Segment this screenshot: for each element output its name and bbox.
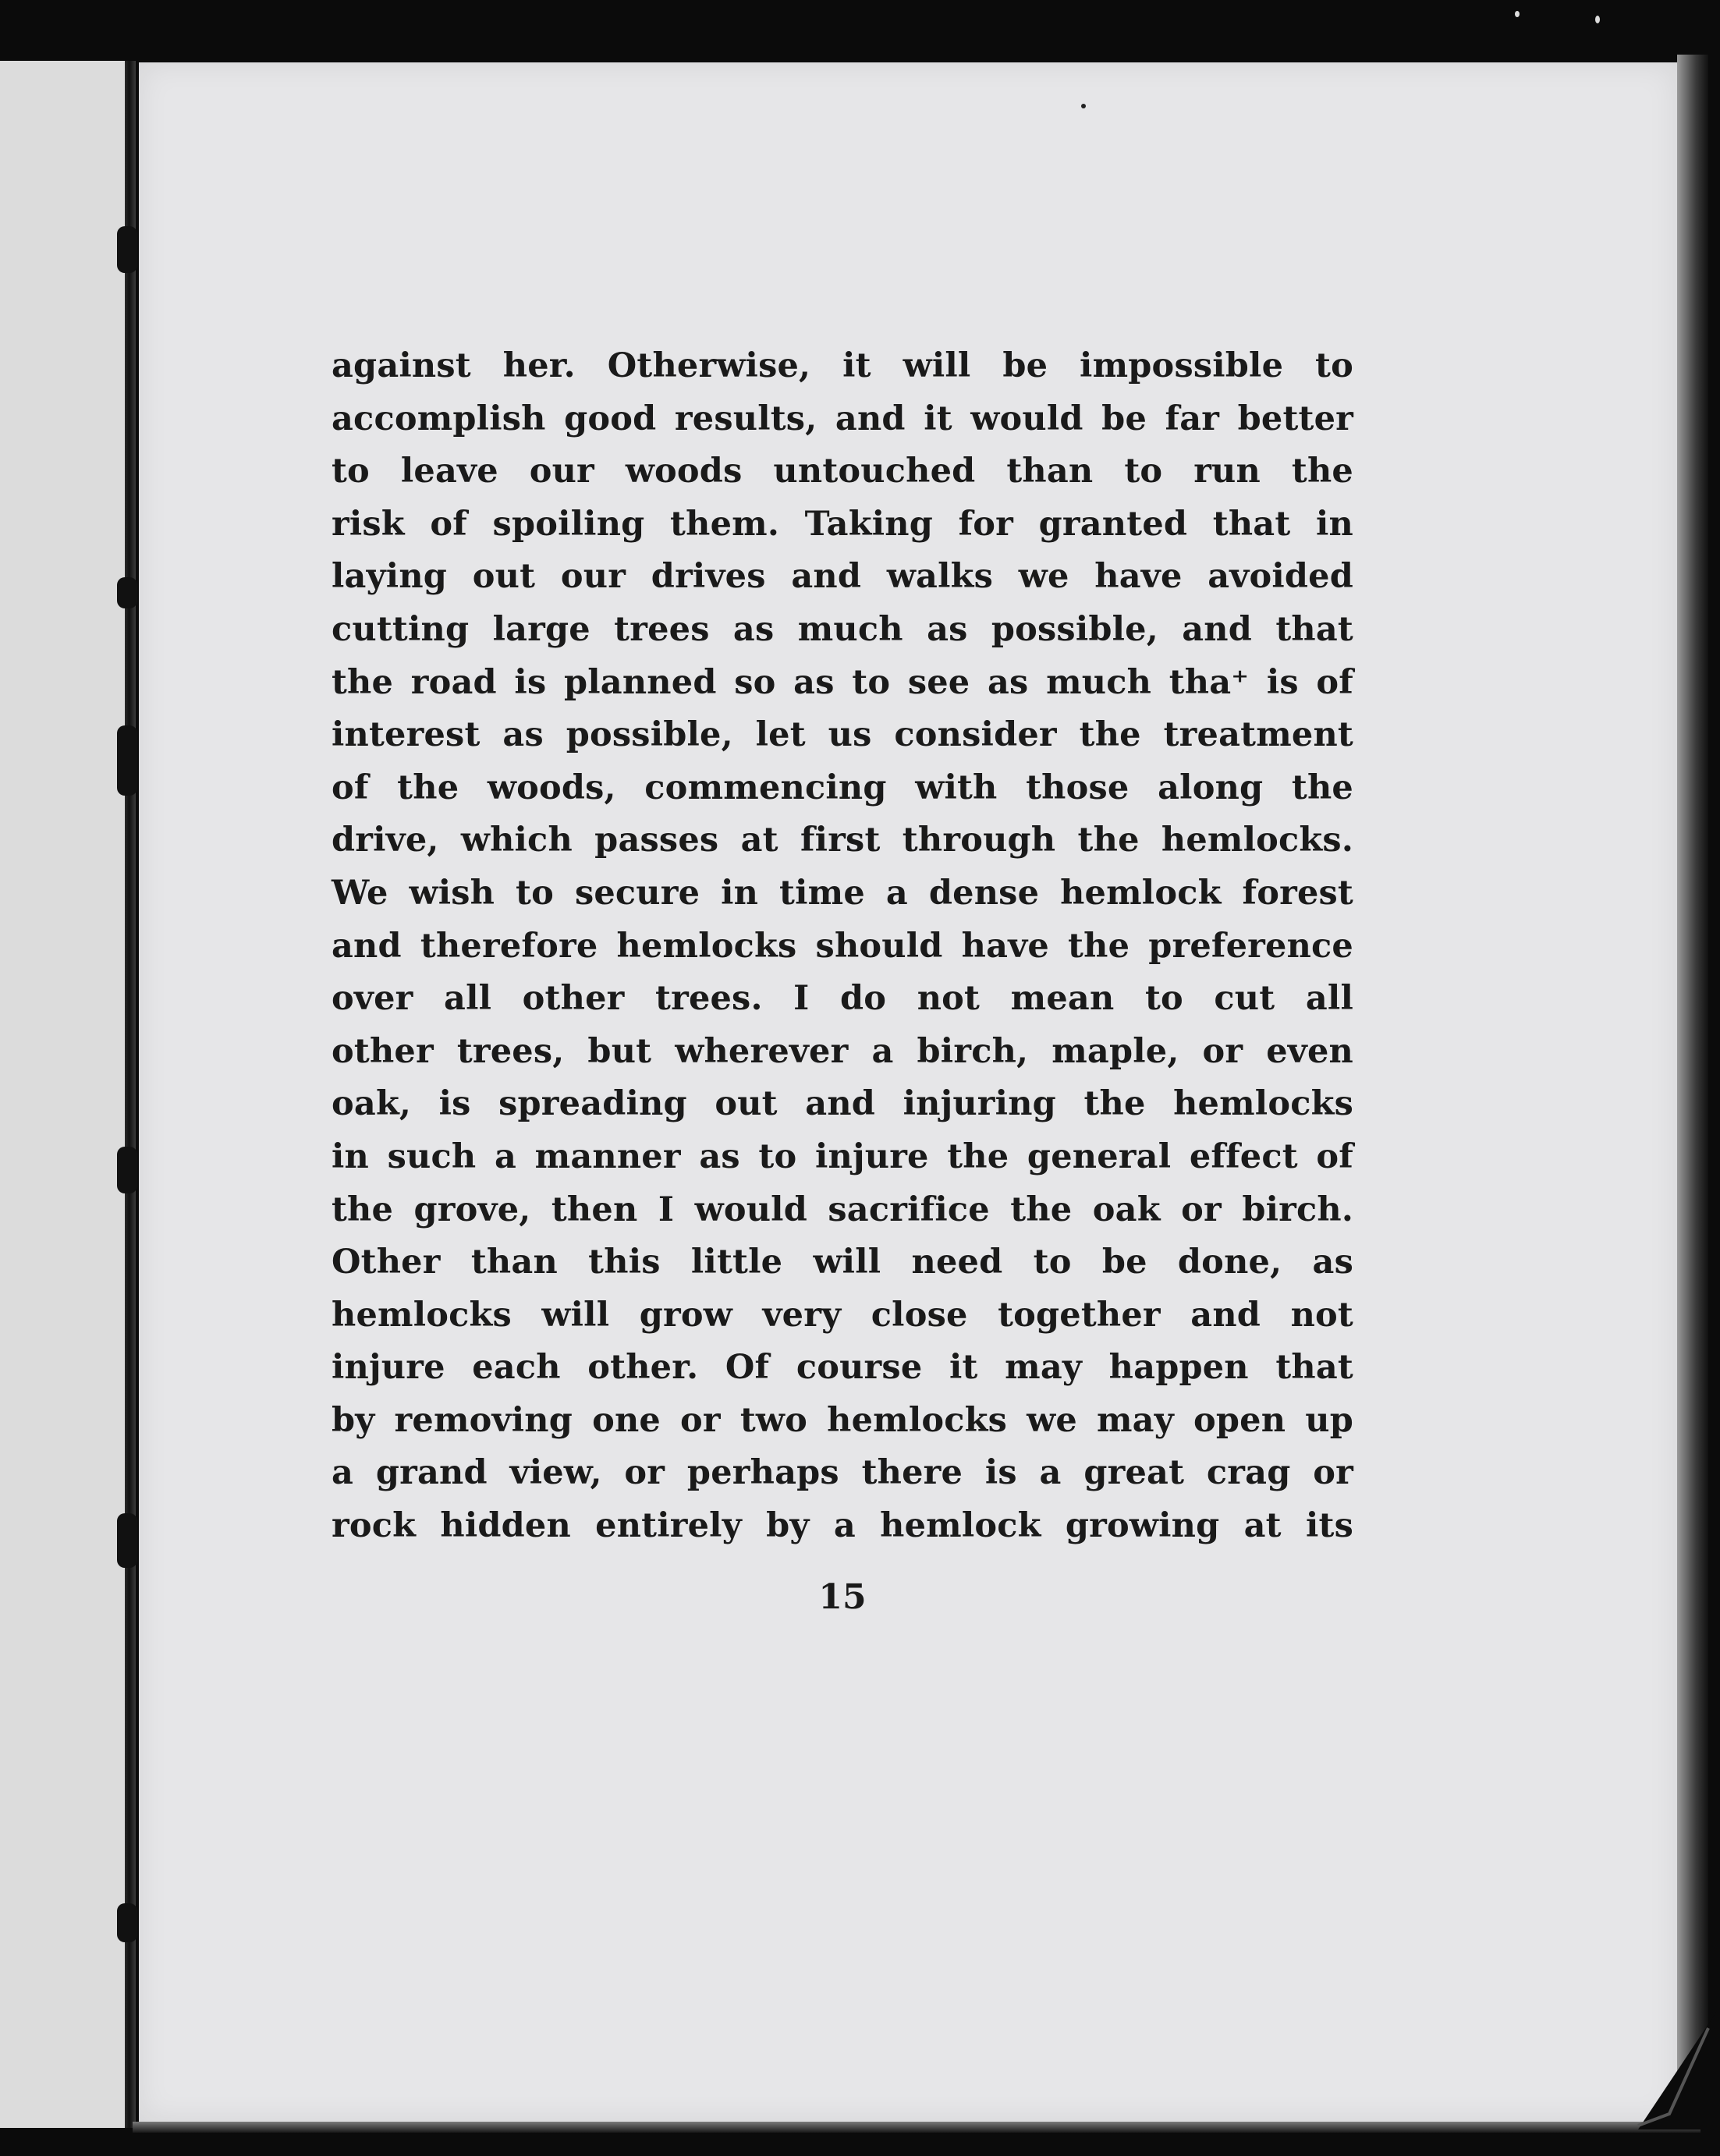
- binding-edge: [125, 61, 136, 2128]
- page-corner-curl: [1591, 1997, 1716, 2129]
- text-line: against her. Otherwise, it will be impossible to: [332, 346, 1353, 385]
- text-line: and therefore hemlocks should have the preference: [332, 926, 1353, 966]
- text-line: to leave our woods untouched than to run the: [332, 452, 1353, 491]
- text-line: the grove, then I would sacrifice the oak or birch.: [332, 1190, 1353, 1229]
- binding-mark: [117, 577, 137, 608]
- text-line: drive, which passes at first through the hemlocks.: [332, 821, 1353, 860]
- text-line: Other than this little will need to be done, as: [332, 1243, 1353, 1282]
- text-line: laying out our drives and walks we have avoided: [332, 557, 1353, 597]
- binding-mark: [117, 1903, 137, 1942]
- dust-speck: [1515, 11, 1520, 17]
- text-line: by removing one or two hemlocks we may open up: [332, 1400, 1353, 1440]
- dust-speck: [1595, 16, 1600, 23]
- text-line: injure each other. Of course it may happen that: [332, 1348, 1353, 1388]
- text-line: accomplish good results, and it would be far better: [332, 399, 1353, 438]
- text-line: over all other trees. I do not mean to cut all: [332, 979, 1353, 1019]
- text-line: hemlocks will grow very close together and not: [332, 1295, 1353, 1335]
- dust-speck: [1081, 104, 1086, 108]
- text-line: cutting large trees as much as possible, and that: [332, 609, 1353, 649]
- text-line: interest as possible, let us consider the treatment: [332, 715, 1353, 755]
- text-line: a grand view, or perhaps there is a great crag or: [332, 1453, 1353, 1493]
- binding-mark: [117, 1513, 137, 1568]
- text-line: oak, is spreading out and injuring the hemlocks: [332, 1084, 1353, 1124]
- binding-mark: [117, 725, 137, 796]
- text-line: other trees, but wherever a birch, maple, or even: [332, 1031, 1353, 1071]
- text-line: We wish to secure in time a dense hemlock forest: [332, 873, 1353, 913]
- text-line: in such a manner as to injure the general effect of: [332, 1137, 1353, 1176]
- page-bottom-edge: [133, 2122, 1700, 2133]
- text-line: the road is planned so as to see as much tha⁺ is of: [332, 662, 1353, 702]
- binding-mark: [117, 1147, 137, 1193]
- text-line: rock hidden entirely by a hemlock growing at its: [332, 1506, 1353, 1546]
- text-line: of the woods, commencing with those along the: [332, 768, 1353, 807]
- binding-mark: [117, 226, 137, 273]
- page-right-shadow: [1677, 55, 1708, 2129]
- text-line: risk of spoiling them. Taking for granted that in: [332, 504, 1353, 544]
- body-text: [332, 340, 1353, 1553]
- previous-page-sliver: [0, 61, 134, 2128]
- page-number: 15: [818, 1577, 867, 1617]
